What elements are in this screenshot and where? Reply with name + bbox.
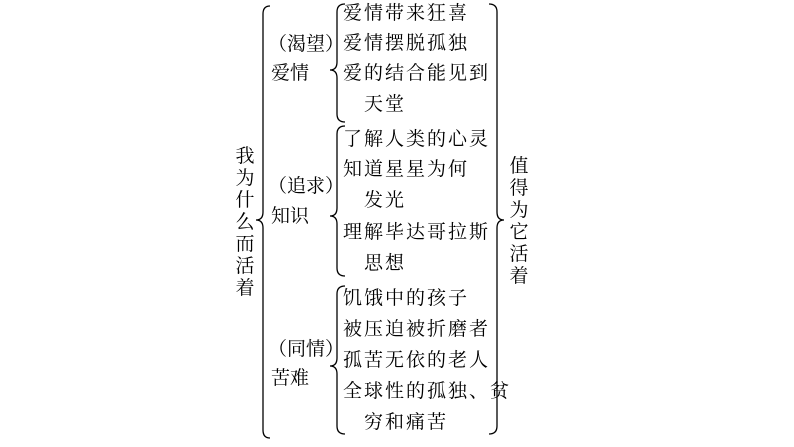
list-item: 知道星星为何 <box>343 158 470 180</box>
list-item: 饥饿中的孩子 <box>343 287 470 309</box>
list-item: 思想 <box>364 252 407 274</box>
list-item: 穷和痛苦 <box>364 411 449 433</box>
list-item: 爱的结合能见到 <box>343 62 491 84</box>
branch-verb-love: （渴望） <box>268 33 345 55</box>
branch-verb-knowledge: （追求） <box>268 175 345 197</box>
list-item: 天堂 <box>364 93 407 115</box>
closing-brace <box>489 4 504 434</box>
branch-verb-suffering: （同情） <box>268 338 345 360</box>
list-item: 被压迫被折磨者 <box>343 318 491 340</box>
list-item: 孤苦无依的老人 <box>343 349 491 371</box>
branch-noun-suffering: 苦难 <box>271 367 310 389</box>
list-item: 全球性的孤独、贫 <box>343 380 512 402</box>
branch-noun-knowledge: 知识 <box>271 205 310 227</box>
list-item: 了解人类的心灵 <box>343 128 491 150</box>
list-item: 发光 <box>364 189 407 211</box>
list-item: 爱情摆脱孤独 <box>343 32 470 54</box>
list-item: 爱情带来狂喜 <box>343 2 470 24</box>
conclusion-label: 值得为它活着 <box>509 155 529 287</box>
root-label: 我为什么而活着 <box>235 145 255 299</box>
list-item: 理解毕达哥拉斯 <box>343 221 491 243</box>
branch-noun-love: 爱情 <box>271 62 310 84</box>
root-brace <box>256 6 270 438</box>
